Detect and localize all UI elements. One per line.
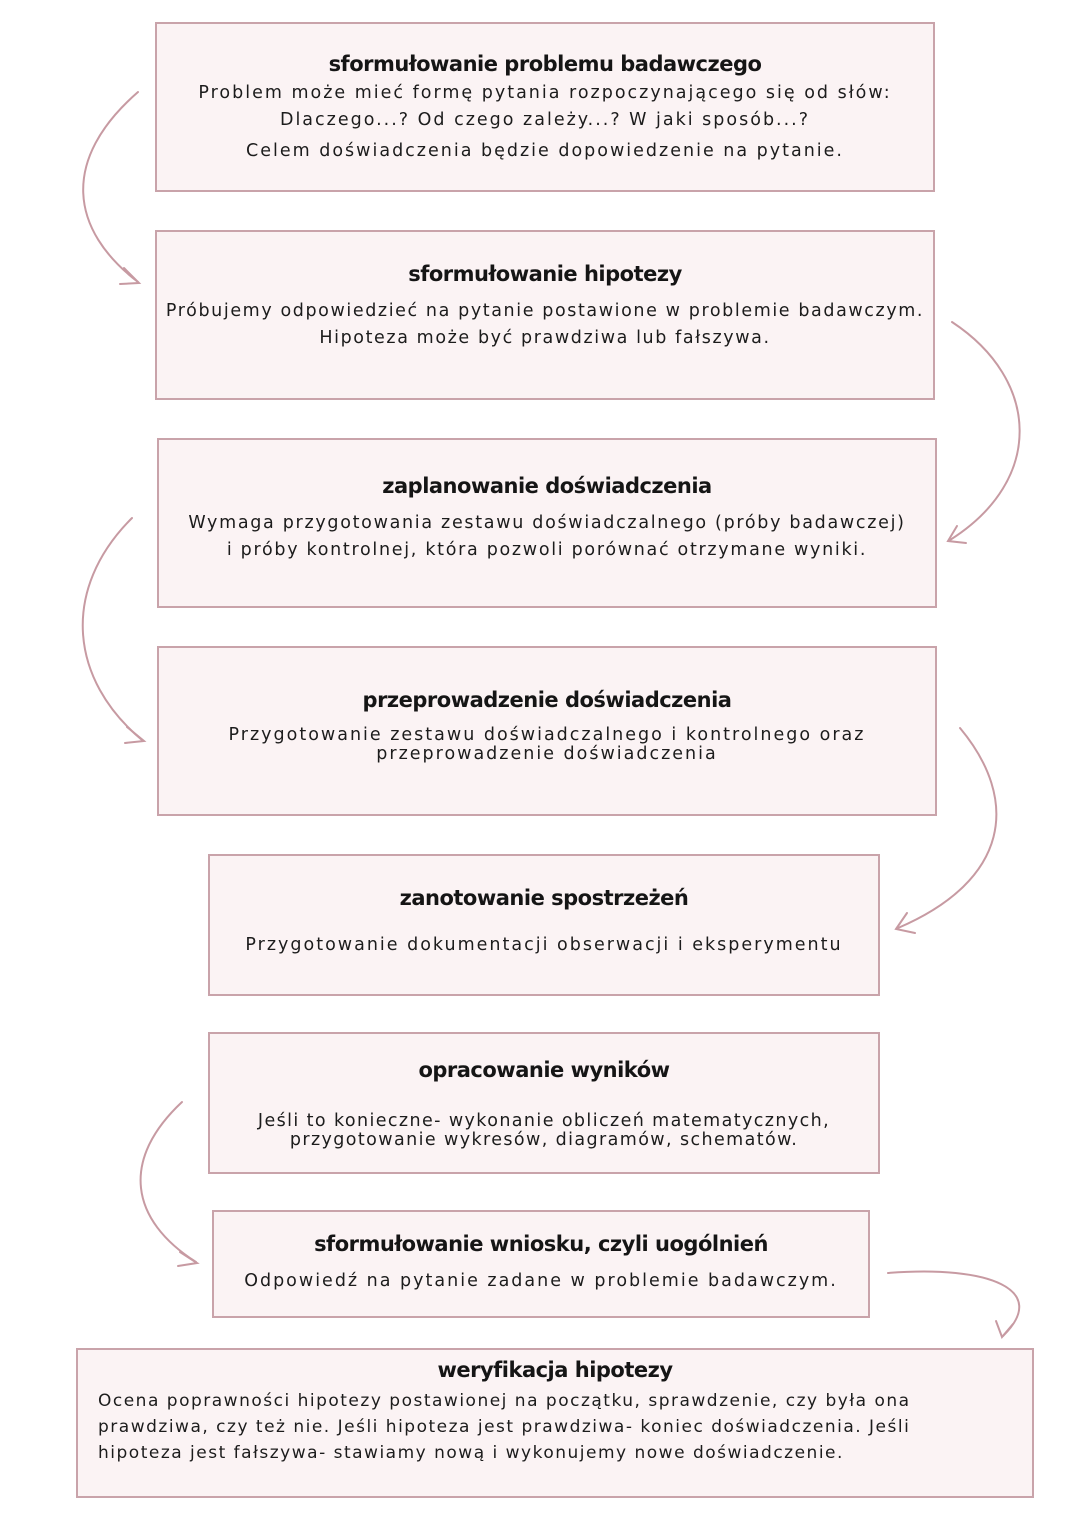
description-line: Odpowiedź na pytanie zadane w problemie badawczym.	[244, 1271, 838, 1291]
step-description	[214, 1268, 868, 1295]
arrow-2-to-3	[948, 322, 1020, 543]
step-zaplanowanie	[157, 438, 937, 608]
arrow-1-to-2	[83, 92, 139, 284]
description-line: przygotowanie wykresów, diagramów, schematów.	[289, 1130, 799, 1150]
description-line: Przygotowanie zestawu doświadczalnego i kontrolnego oraz	[228, 725, 866, 745]
description-line: hipoteza jest fałszywa- stawiamy nową i wykonujemy nowe doświadczenie.	[98, 1443, 844, 1463]
step-title: zaplanowanie doświadczenia	[382, 474, 712, 498]
step-problem-badawczy	[155, 22, 935, 192]
step-wnioski	[212, 1210, 870, 1318]
description-line: Ocena poprawności hipotezy postawionej na początku, sprawdzenie, czy była ona	[98, 1391, 911, 1411]
arrow-7-to-8	[888, 1272, 1019, 1337]
description-line: Dlaczego...? Od czego zależy...? W jaki sposób...?	[279, 110, 811, 130]
step-title: weryfikacja hipotezy	[437, 1358, 673, 1382]
description-line: Przygotowanie dokumentacji obserwacji i eksperymentu	[245, 935, 843, 955]
step-title: przeprowadzenie doświadczenia	[362, 688, 732, 712]
arrow-6-to-7	[141, 1102, 197, 1266]
arrow-3-to-4	[83, 518, 144, 743]
description-line: Celem doświadczenia będzie dopowiedzenie na pytanie.	[246, 141, 844, 161]
step-title: opracowanie wyników	[418, 1058, 670, 1082]
step-description	[159, 726, 935, 764]
step-wyniki	[208, 1032, 880, 1174]
step-description	[210, 932, 878, 959]
step-description	[157, 298, 933, 352]
step-hipoteza	[155, 230, 935, 400]
step-spostrzezenia	[208, 854, 880, 996]
step-title: sformułowanie problemu badawczego	[328, 52, 762, 76]
step-title: zanotowanie spostrzeżeń	[399, 886, 689, 910]
step-title: sformułowanie wniosku, czyli uogólnień	[314, 1232, 768, 1256]
description-line: Problem może mieć formę pytania rozpoczynającego się od słów:	[198, 83, 892, 103]
step-description	[159, 510, 935, 564]
description-line: prawdziwa, czy też nie. Jeśli hipoteza jest prawdziwa- koniec doświadczenia. Jeśli	[98, 1417, 911, 1437]
description-line: Jeśli to konieczne- wykonanie obliczeń matematycznych,	[257, 1111, 831, 1131]
description-line: Wymaga przygotowania zestawu doświadczalnego (próby badawczej)	[188, 513, 906, 533]
step-title: sformułowanie hipotezy	[408, 262, 682, 286]
step-description	[157, 80, 933, 165]
step-description	[78, 1388, 1032, 1466]
description-line: i próby kontrolnej, która pozwoli porównać otrzymane wyniki.	[226, 540, 868, 560]
description-line: Hipoteza może być prawdziwa lub fałszywa.	[319, 328, 771, 348]
description-line: Próbujemy odpowiedzieć na pytanie postawione w problemie badawczym.	[165, 301, 925, 321]
description-line: przeprowadzenie doświadczenia	[376, 744, 718, 764]
step-przeprowadzenie	[157, 646, 937, 816]
step-weryfikacja	[76, 1348, 1034, 1498]
step-description	[210, 1112, 878, 1150]
